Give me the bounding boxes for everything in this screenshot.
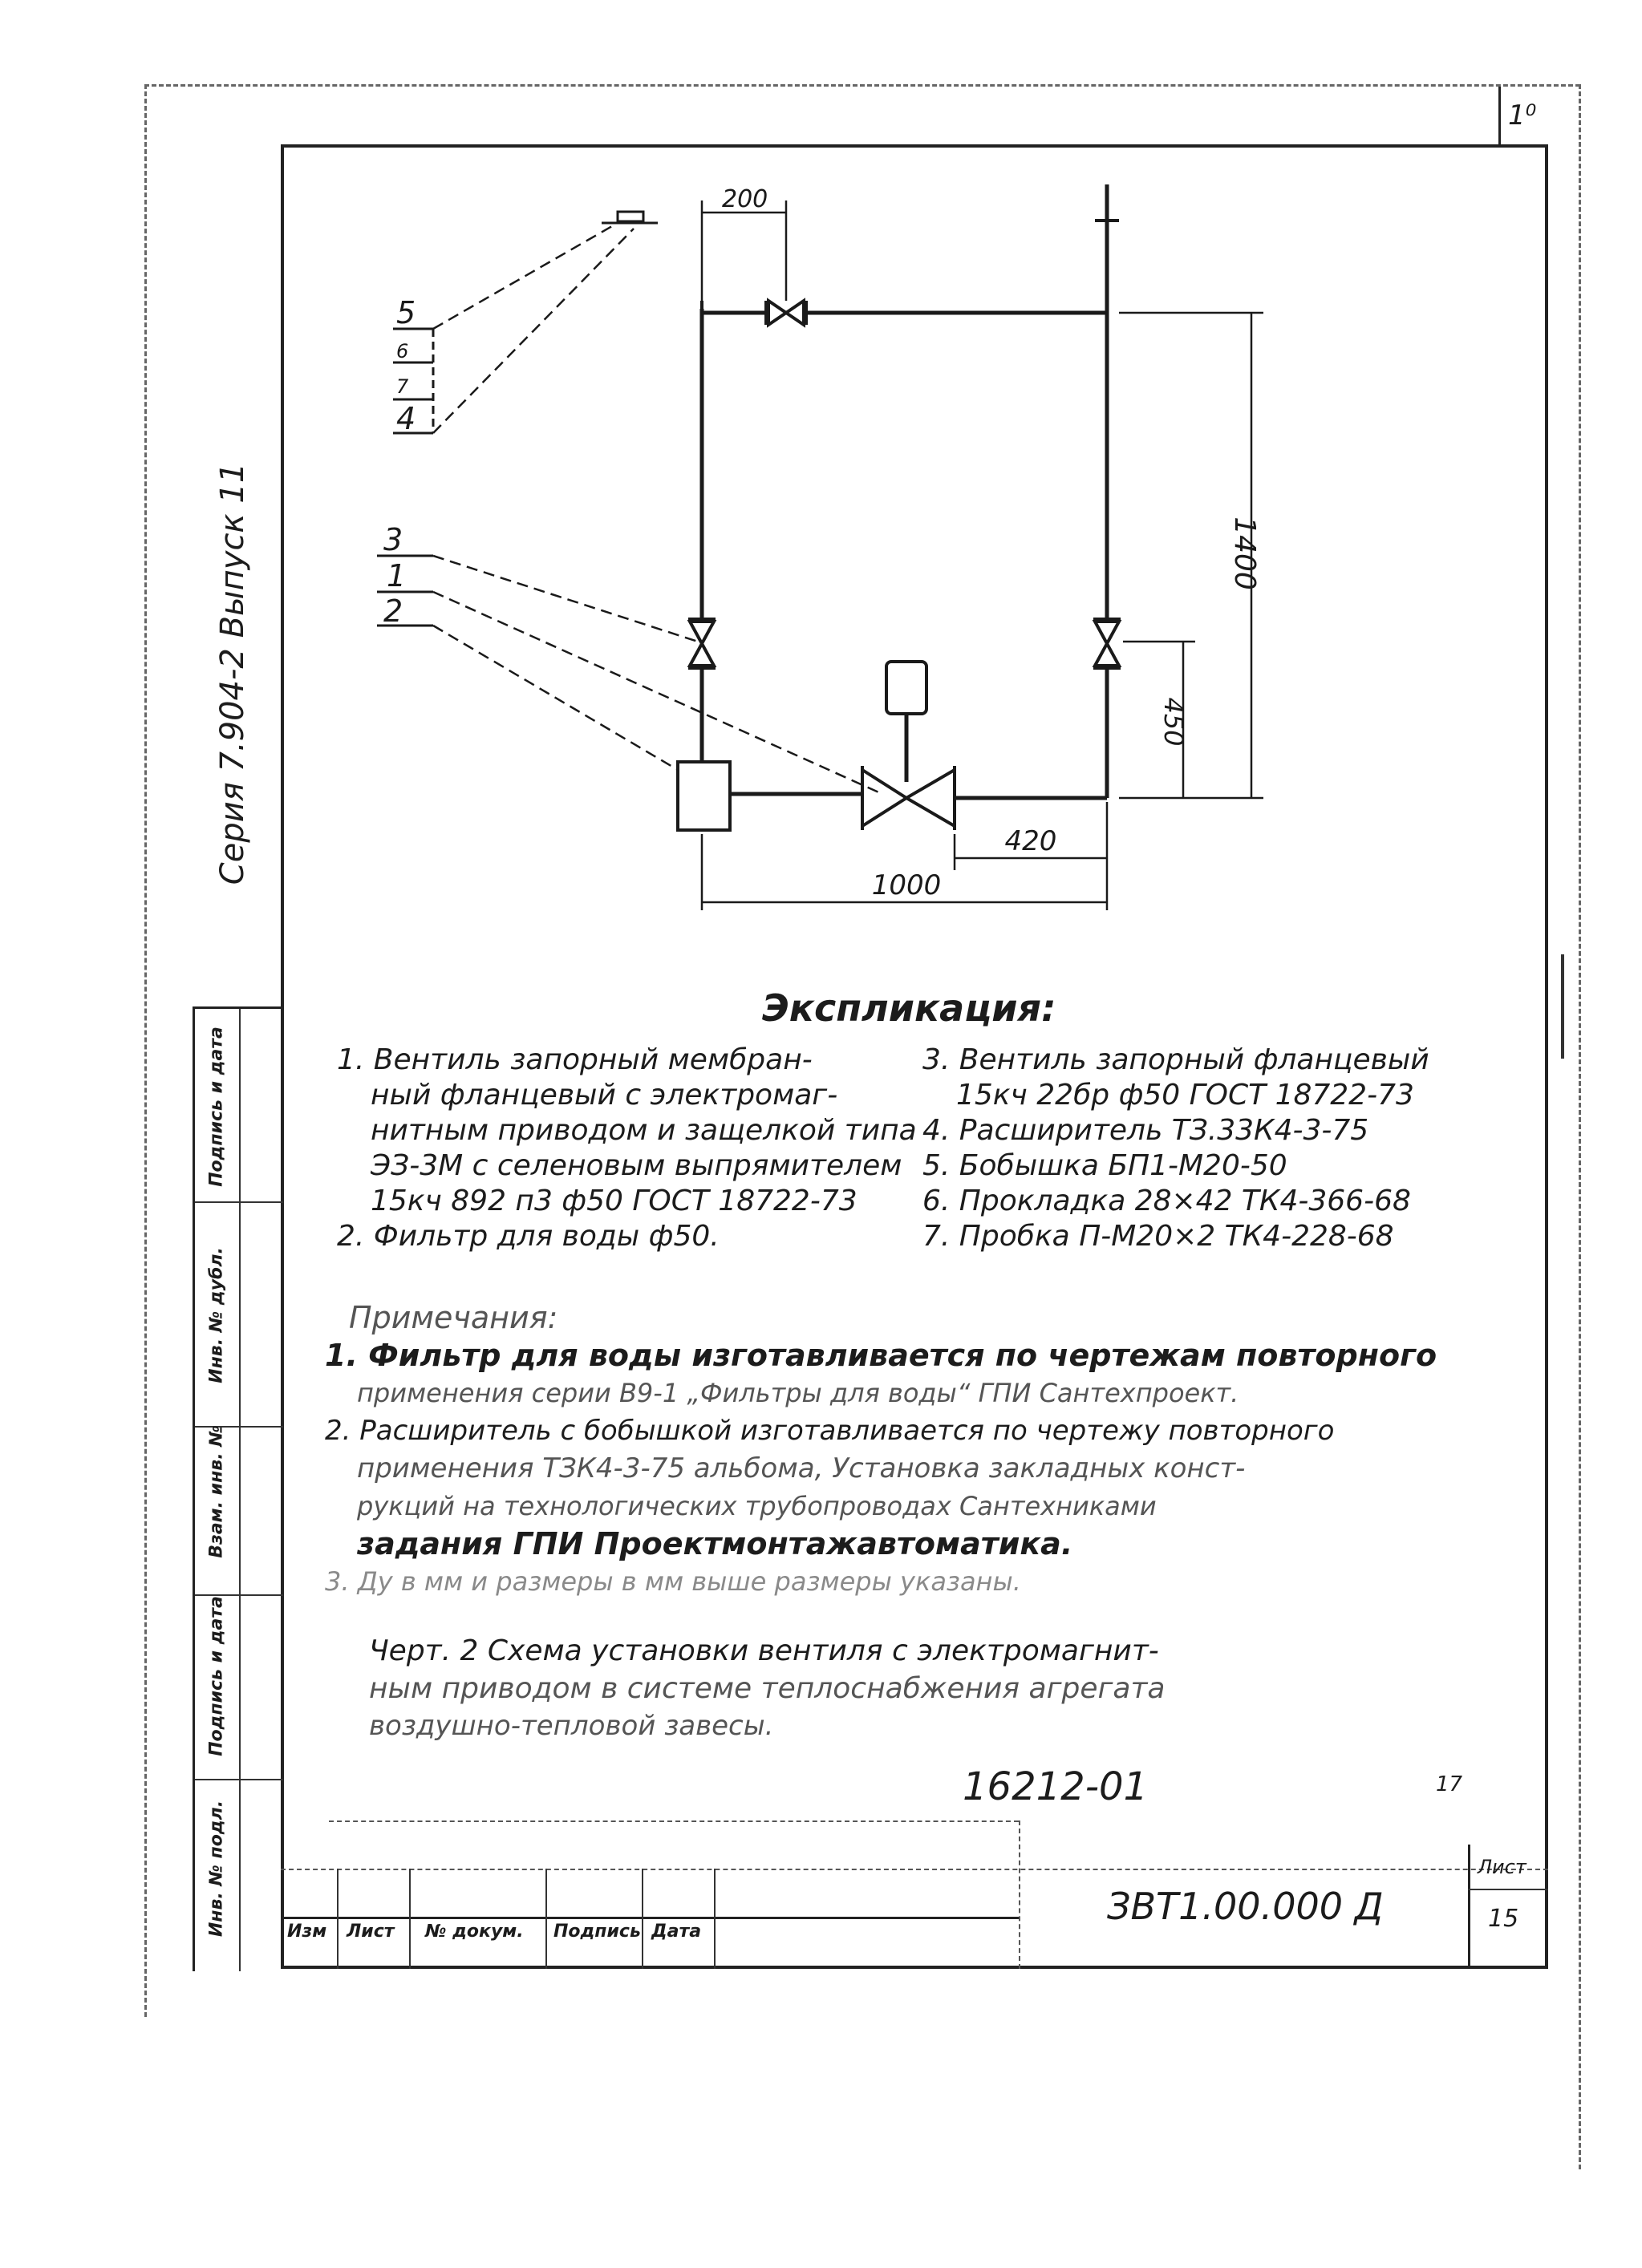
legend-left-line: 1. Вентиль запорный мембран- [337, 1043, 813, 1076]
legend-title: Экспликация: [762, 986, 1056, 1030]
title-block-divider [1019, 1820, 1020, 1969]
caption-line: ным приводом в системе теплоснабжения агрегата [369, 1672, 1166, 1705]
valve-top [766, 301, 806, 325]
caption-line: Черт. 2 Схема установки вентиля с электромагнит- [369, 1634, 1159, 1667]
side-stamp-row-4 [195, 1779, 283, 1780]
tb-col-izm: Изм [287, 1922, 327, 1942]
notes-title: Примечания: [349, 1300, 558, 1335]
copy-mark: 17 [1436, 1772, 1463, 1796]
callout-6: 6 [396, 340, 409, 362]
valve-left [688, 619, 716, 668]
callout-2: 2 [383, 593, 403, 629]
tb-col-div [545, 1869, 547, 1969]
callout-1: 1 [387, 558, 407, 593]
legend-right-line: 3. Вентиль запорный фланцевый [922, 1043, 1429, 1076]
legend-left-line: ЭЗ-3М с селеновым выпрямителем [371, 1149, 902, 1182]
tb-col-doc: № докум. [425, 1922, 524, 1942]
legend-left-line: ный фланцевый с электромаг- [371, 1079, 838, 1112]
side-col-sign-date-2: Подпись и дата [206, 1027, 227, 1187]
drawing-caption [369, 1632, 1166, 1745]
side-stamp-divider [239, 1009, 241, 1971]
legend-left-line: 15кч 892 п3 ф50 ГОСТ 18722-73 [371, 1185, 857, 1217]
right-edge-mark [1561, 954, 1564, 1059]
side-col-sign-date-1: Подпись и дата [206, 1596, 227, 1756]
title-block-row-line [281, 1869, 1548, 1870]
title-block [281, 1820, 1548, 1969]
doc-number: 16212-01 [963, 1764, 1149, 1809]
filter-body [678, 762, 730, 830]
note-line: применения ТЗК4-3-75 альбома, Установка закладных конст- [357, 1452, 1246, 1484]
legend-right-line: 6. Прокладка 28×42 ТК4-366-68 [922, 1185, 1411, 1217]
sheet-label: Лист [1478, 1856, 1526, 1878]
doc-code: ЗВТ1.00.000 Д [1107, 1885, 1384, 1928]
title-block-top-line [329, 1820, 1019, 1822]
legend-right [922, 1043, 1429, 1254]
piping-diagram [0, 0, 1642, 962]
side-col-inv-dubl: Инв. № дубл. [206, 1247, 227, 1383]
sheet-number: 15 [1488, 1905, 1519, 1933]
dim-450: 450 [1158, 697, 1189, 747]
side-col-inv-podl: Инв. № подл. [206, 1800, 227, 1938]
callout-7: 7 [396, 375, 409, 398]
note-line: рукций на технологических трубопроводах Сантехниками [357, 1491, 1157, 1521]
side-col-vzam-inv: Взам. инв. № [206, 1425, 227, 1558]
tb-col-date: Дата [651, 1922, 702, 1942]
valve-right [1093, 619, 1121, 668]
legend-left-line: нитным приводом и защелкой типа [371, 1114, 917, 1147]
title-block-row-line [281, 1917, 1019, 1919]
tb-col-div [337, 1869, 339, 1969]
legend-right-line: 15кч 22бр ф50 ГОСТ 18722-73 [956, 1079, 1414, 1112]
callout-3: 3 [383, 522, 403, 557]
tb-col-div [642, 1869, 643, 1969]
note-line: 1. Фильтр для воды изготавливается по чертежам повторного [325, 1338, 1437, 1373]
callout-4: 4 [396, 401, 416, 436]
legend-right-line: 5. Бобышка БП1-М20-50 [922, 1149, 1287, 1182]
callout-5: 5 [396, 295, 416, 330]
note-line: задания ГПИ Проектмонтажавтоматика. [357, 1526, 1073, 1561]
dim-1000: 1000 [871, 869, 942, 901]
legend-right-line: 4. Расширитель ТЗ.33К4-3-75 [922, 1114, 1369, 1147]
side-stamp-row-1 [195, 1201, 283, 1203]
series-side-text: Серия 7.904-2 Выпуск 11 [214, 462, 251, 885]
tb-col-list: Лист [347, 1922, 395, 1942]
title-block-sheet-row [1468, 1889, 1548, 1890]
legend-right-line: 7. Пробка П-М20×2 ТК4-228-68 [922, 1220, 1394, 1253]
note-line: 3. Ду в мм и размеры в мм выше размеры указаны. [325, 1566, 1021, 1597]
caption-line: воздушно-тепловой завесы. [369, 1710, 774, 1742]
expander-boss [602, 212, 658, 223]
tb-col-div [409, 1869, 411, 1969]
corner-mark: 1⁰ [1508, 99, 1537, 132]
notes [325, 1299, 1437, 1601]
dim-420: 420 [1004, 825, 1057, 857]
legend-left-line: 2. Фильтр для воды ф50. [337, 1220, 720, 1253]
tb-col-sign: Подпись [553, 1922, 641, 1942]
legend-left [337, 1043, 917, 1254]
note-line: применения серии В9-1 „Фильтры для воды“ ГПИ Сантехпроект. [357, 1378, 1239, 1408]
dim-200: 200 [722, 185, 768, 213]
tb-col-div [714, 1869, 716, 1969]
dim-1400: 1400 [1228, 516, 1261, 590]
title-block-sheet-divider [1468, 1845, 1470, 1969]
note-line: 2. Расширитель с бобышкой изготавливается по чертежу повторного [325, 1415, 1335, 1447]
